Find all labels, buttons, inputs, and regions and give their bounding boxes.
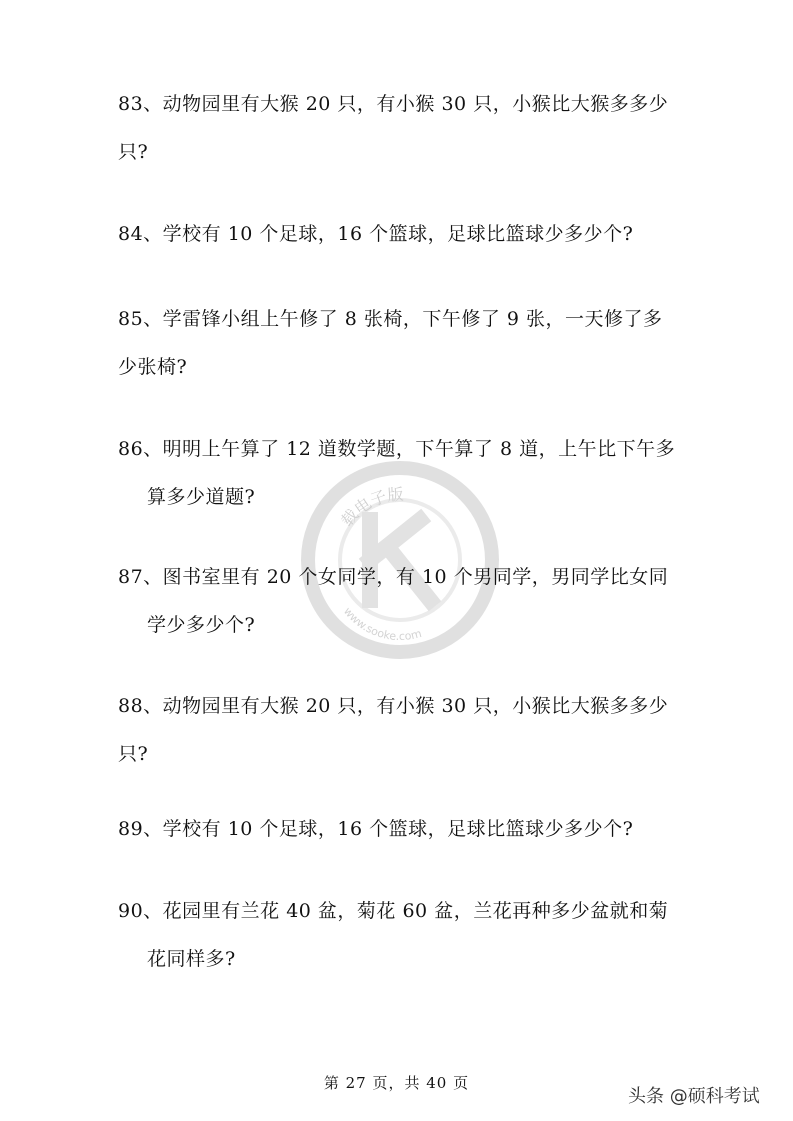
problem-text-continuation: 花同样多? <box>147 948 236 970</box>
problem-item <box>118 295 693 391</box>
problem-item <box>118 553 693 649</box>
problem-text-continuation: 少张椅? <box>118 356 188 378</box>
problem-text: 90、花园里有兰花 40 盆，菊花 60 盆，兰花再种多少盆就和菊 <box>118 900 669 922</box>
problem-text: 87、图书室里有 20 个女同学，有 10 个男同学，男同学比女同 <box>118 566 669 588</box>
problem-text: 88、动物园里有大猴 20 只，有小猴 30 只，小猴比大猴多多少 <box>118 695 669 717</box>
watermark-text: 载电子版 <box>337 484 405 531</box>
source-credit: 头条 @硕科考试 <box>628 1086 760 1107</box>
problem-item <box>118 805 693 853</box>
problem-text: 89、学校有 10 个足球，16 个篮球，足球比篮球少多少个? <box>118 818 634 840</box>
problem-text: 86、明明上午算了 12 道数学题，下午算了 8 道，上午比下午多 <box>118 438 676 460</box>
problem-text-continuation: 只? <box>118 141 149 163</box>
problem-text: 83、动物园里有大猴 20 只，有小猴 30 只，小猴比大猴多多少 <box>118 93 669 115</box>
problem-item <box>118 887 693 983</box>
problem-item <box>118 682 693 778</box>
problem-text: 85、学雷锋小组上午修了 8 张椅，下午修了 9 张，一天修了多 <box>118 308 663 330</box>
problem-text-continuation: 算多少道题? <box>147 486 256 508</box>
problem-text: 84、学校有 10 个足球，16 个篮球，足球比篮球少多少个? <box>118 223 634 245</box>
page-footer: 第 27 页，共 40 页 <box>323 1074 470 1092</box>
problem-item <box>118 210 693 258</box>
problem-text-continuation: 学少多少个? <box>147 614 256 636</box>
watermark-url: www.sooke.com <box>340 604 423 644</box>
problem-text-continuation: 只? <box>118 743 149 765</box>
problem-item <box>118 80 693 176</box>
problem-item <box>118 425 693 521</box>
